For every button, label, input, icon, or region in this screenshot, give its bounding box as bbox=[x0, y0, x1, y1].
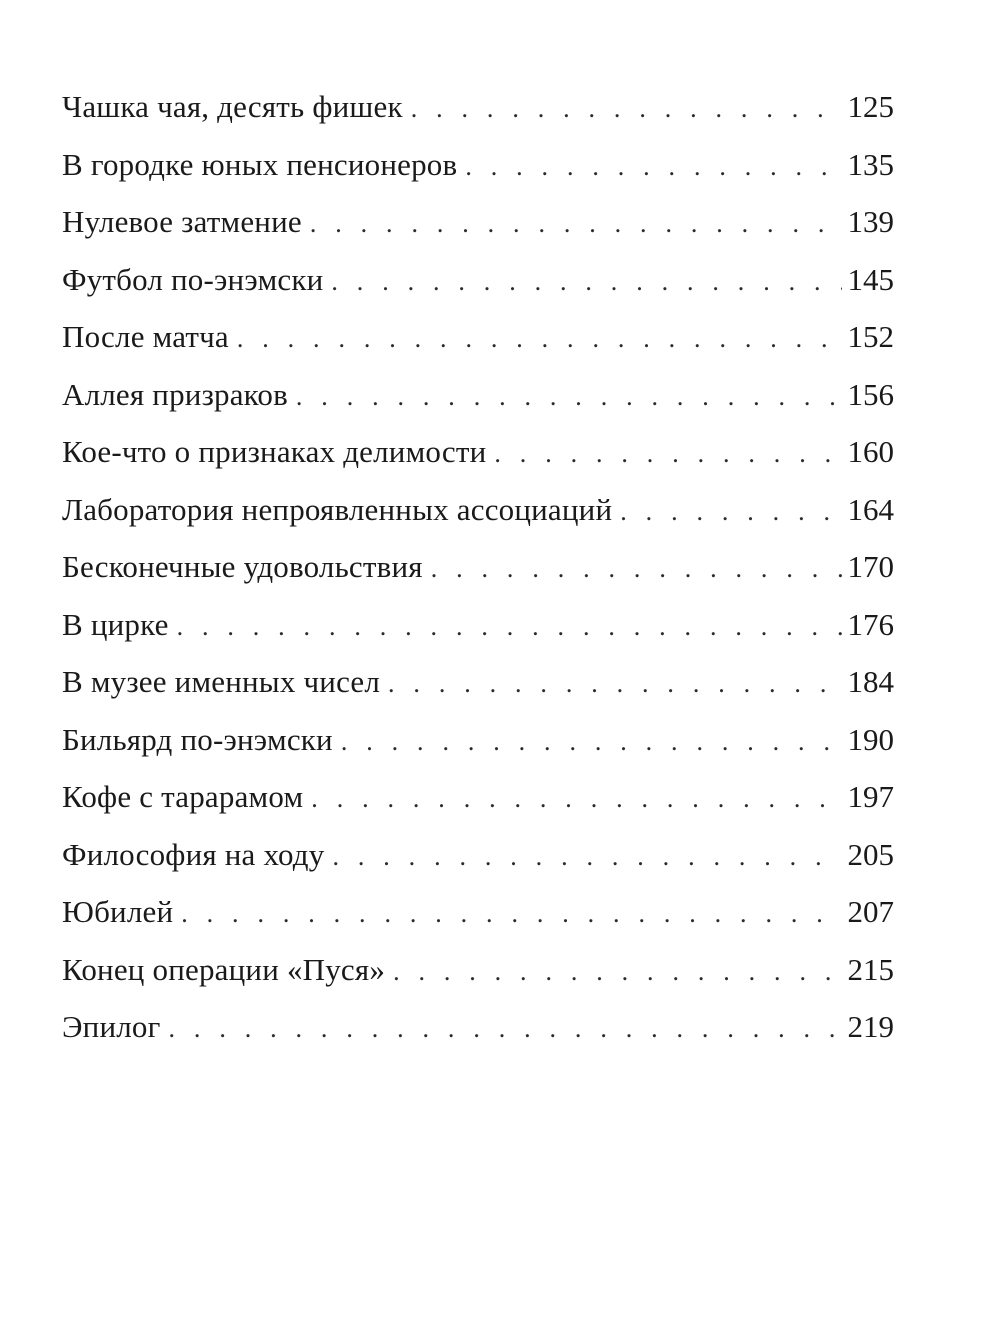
toc-entry[interactable] bbox=[62, 251, 894, 309]
toc-entry-page: 164 bbox=[847, 491, 894, 527]
toc-entry-page: 190 bbox=[847, 721, 894, 757]
toc-entry-title: В городке юных пенсионеров bbox=[62, 146, 458, 182]
toc-entry[interactable] bbox=[62, 768, 894, 826]
toc-entry-page: 219 bbox=[847, 1009, 894, 1044]
toc-entry[interactable] bbox=[62, 193, 894, 251]
toc-entry-page: 197 bbox=[847, 779, 894, 814]
toc-entry-page: 156 bbox=[847, 376, 894, 412]
toc-entry[interactable] bbox=[62, 136, 894, 194]
toc-entry[interactable] bbox=[62, 78, 894, 136]
toc-entry-page: 215 bbox=[847, 951, 894, 987]
toc-entry[interactable] bbox=[62, 998, 894, 1056]
dot-leader bbox=[237, 310, 842, 368]
toc-entry-title: Бесконечные удовольствия bbox=[62, 549, 423, 584]
dot-leader bbox=[431, 540, 842, 598]
table-of-contents bbox=[62, 78, 894, 1056]
toc-entry[interactable] bbox=[62, 653, 894, 711]
dot-leader bbox=[411, 80, 842, 138]
toc-entry-title: Конец операции «Пуся» bbox=[62, 951, 386, 987]
toc-entry-page: 170 bbox=[847, 549, 894, 584]
toc-entry-page: 207 bbox=[847, 894, 894, 929]
toc-entry-title: Кое-что о признаках делимости bbox=[62, 434, 487, 469]
toc-entry-page: 139 bbox=[847, 204, 894, 239]
toc-entry-title: Бильярд по-энэмски bbox=[62, 721, 333, 757]
dot-leader bbox=[296, 368, 842, 426]
toc-entry-title: В музее именных чисел bbox=[62, 664, 381, 699]
toc-entry[interactable] bbox=[62, 308, 894, 366]
dot-leader bbox=[181, 885, 841, 943]
toc-entry-page: 135 bbox=[847, 146, 894, 182]
toc-entry-title: Эпилог bbox=[62, 1009, 161, 1044]
toc-entry-title: Лаборатория непроявленных ассоциаций bbox=[62, 491, 613, 527]
toc-entry[interactable] bbox=[62, 423, 894, 481]
toc-entry[interactable] bbox=[62, 596, 894, 654]
toc-entry-title: Футбол по-энэмски bbox=[62, 261, 324, 297]
toc-entry-page: 205 bbox=[847, 836, 894, 872]
dot-leader bbox=[177, 598, 842, 656]
dot-leader bbox=[331, 253, 841, 311]
dot-leader bbox=[341, 713, 842, 771]
toc-entry-title: После матча bbox=[62, 319, 229, 354]
toc-entry-page: 184 bbox=[847, 664, 894, 699]
toc-entry-page: 160 bbox=[847, 434, 894, 469]
dot-leader bbox=[494, 425, 841, 483]
toc-entry-title: Юбилей bbox=[62, 894, 174, 929]
toc-entry[interactable] bbox=[62, 481, 894, 539]
dot-leader bbox=[393, 943, 841, 1001]
toc-entry[interactable] bbox=[62, 538, 894, 596]
toc-entry[interactable] bbox=[62, 941, 894, 999]
toc-entry-title: Чашка чая, десять фишек bbox=[62, 89, 403, 124]
toc-entry-page: 145 bbox=[847, 261, 894, 297]
dot-leader bbox=[169, 1000, 842, 1058]
dot-leader bbox=[332, 828, 841, 886]
toc-entry-title: Кофе с тарарамом bbox=[62, 779, 304, 814]
toc-entry[interactable] bbox=[62, 826, 894, 884]
dot-leader bbox=[310, 195, 842, 253]
toc-entry-page: 176 bbox=[847, 606, 894, 642]
dot-leader bbox=[465, 138, 841, 196]
toc-entry[interactable] bbox=[62, 711, 894, 769]
toc-entry-page: 152 bbox=[847, 319, 894, 354]
toc-entry-title: В цирке bbox=[62, 606, 169, 642]
toc-entry-page: 125 bbox=[847, 89, 894, 124]
toc-entry[interactable] bbox=[62, 883, 894, 941]
dot-leader bbox=[388, 655, 841, 713]
toc-entry[interactable] bbox=[62, 366, 894, 424]
toc-entry-title: Нулевое затмение bbox=[62, 204, 302, 239]
toc-entry-title: Философия на ходу bbox=[62, 836, 325, 872]
toc-entry-title: Аллея призраков bbox=[62, 376, 288, 412]
dot-leader bbox=[311, 770, 841, 828]
dot-leader bbox=[620, 483, 841, 541]
